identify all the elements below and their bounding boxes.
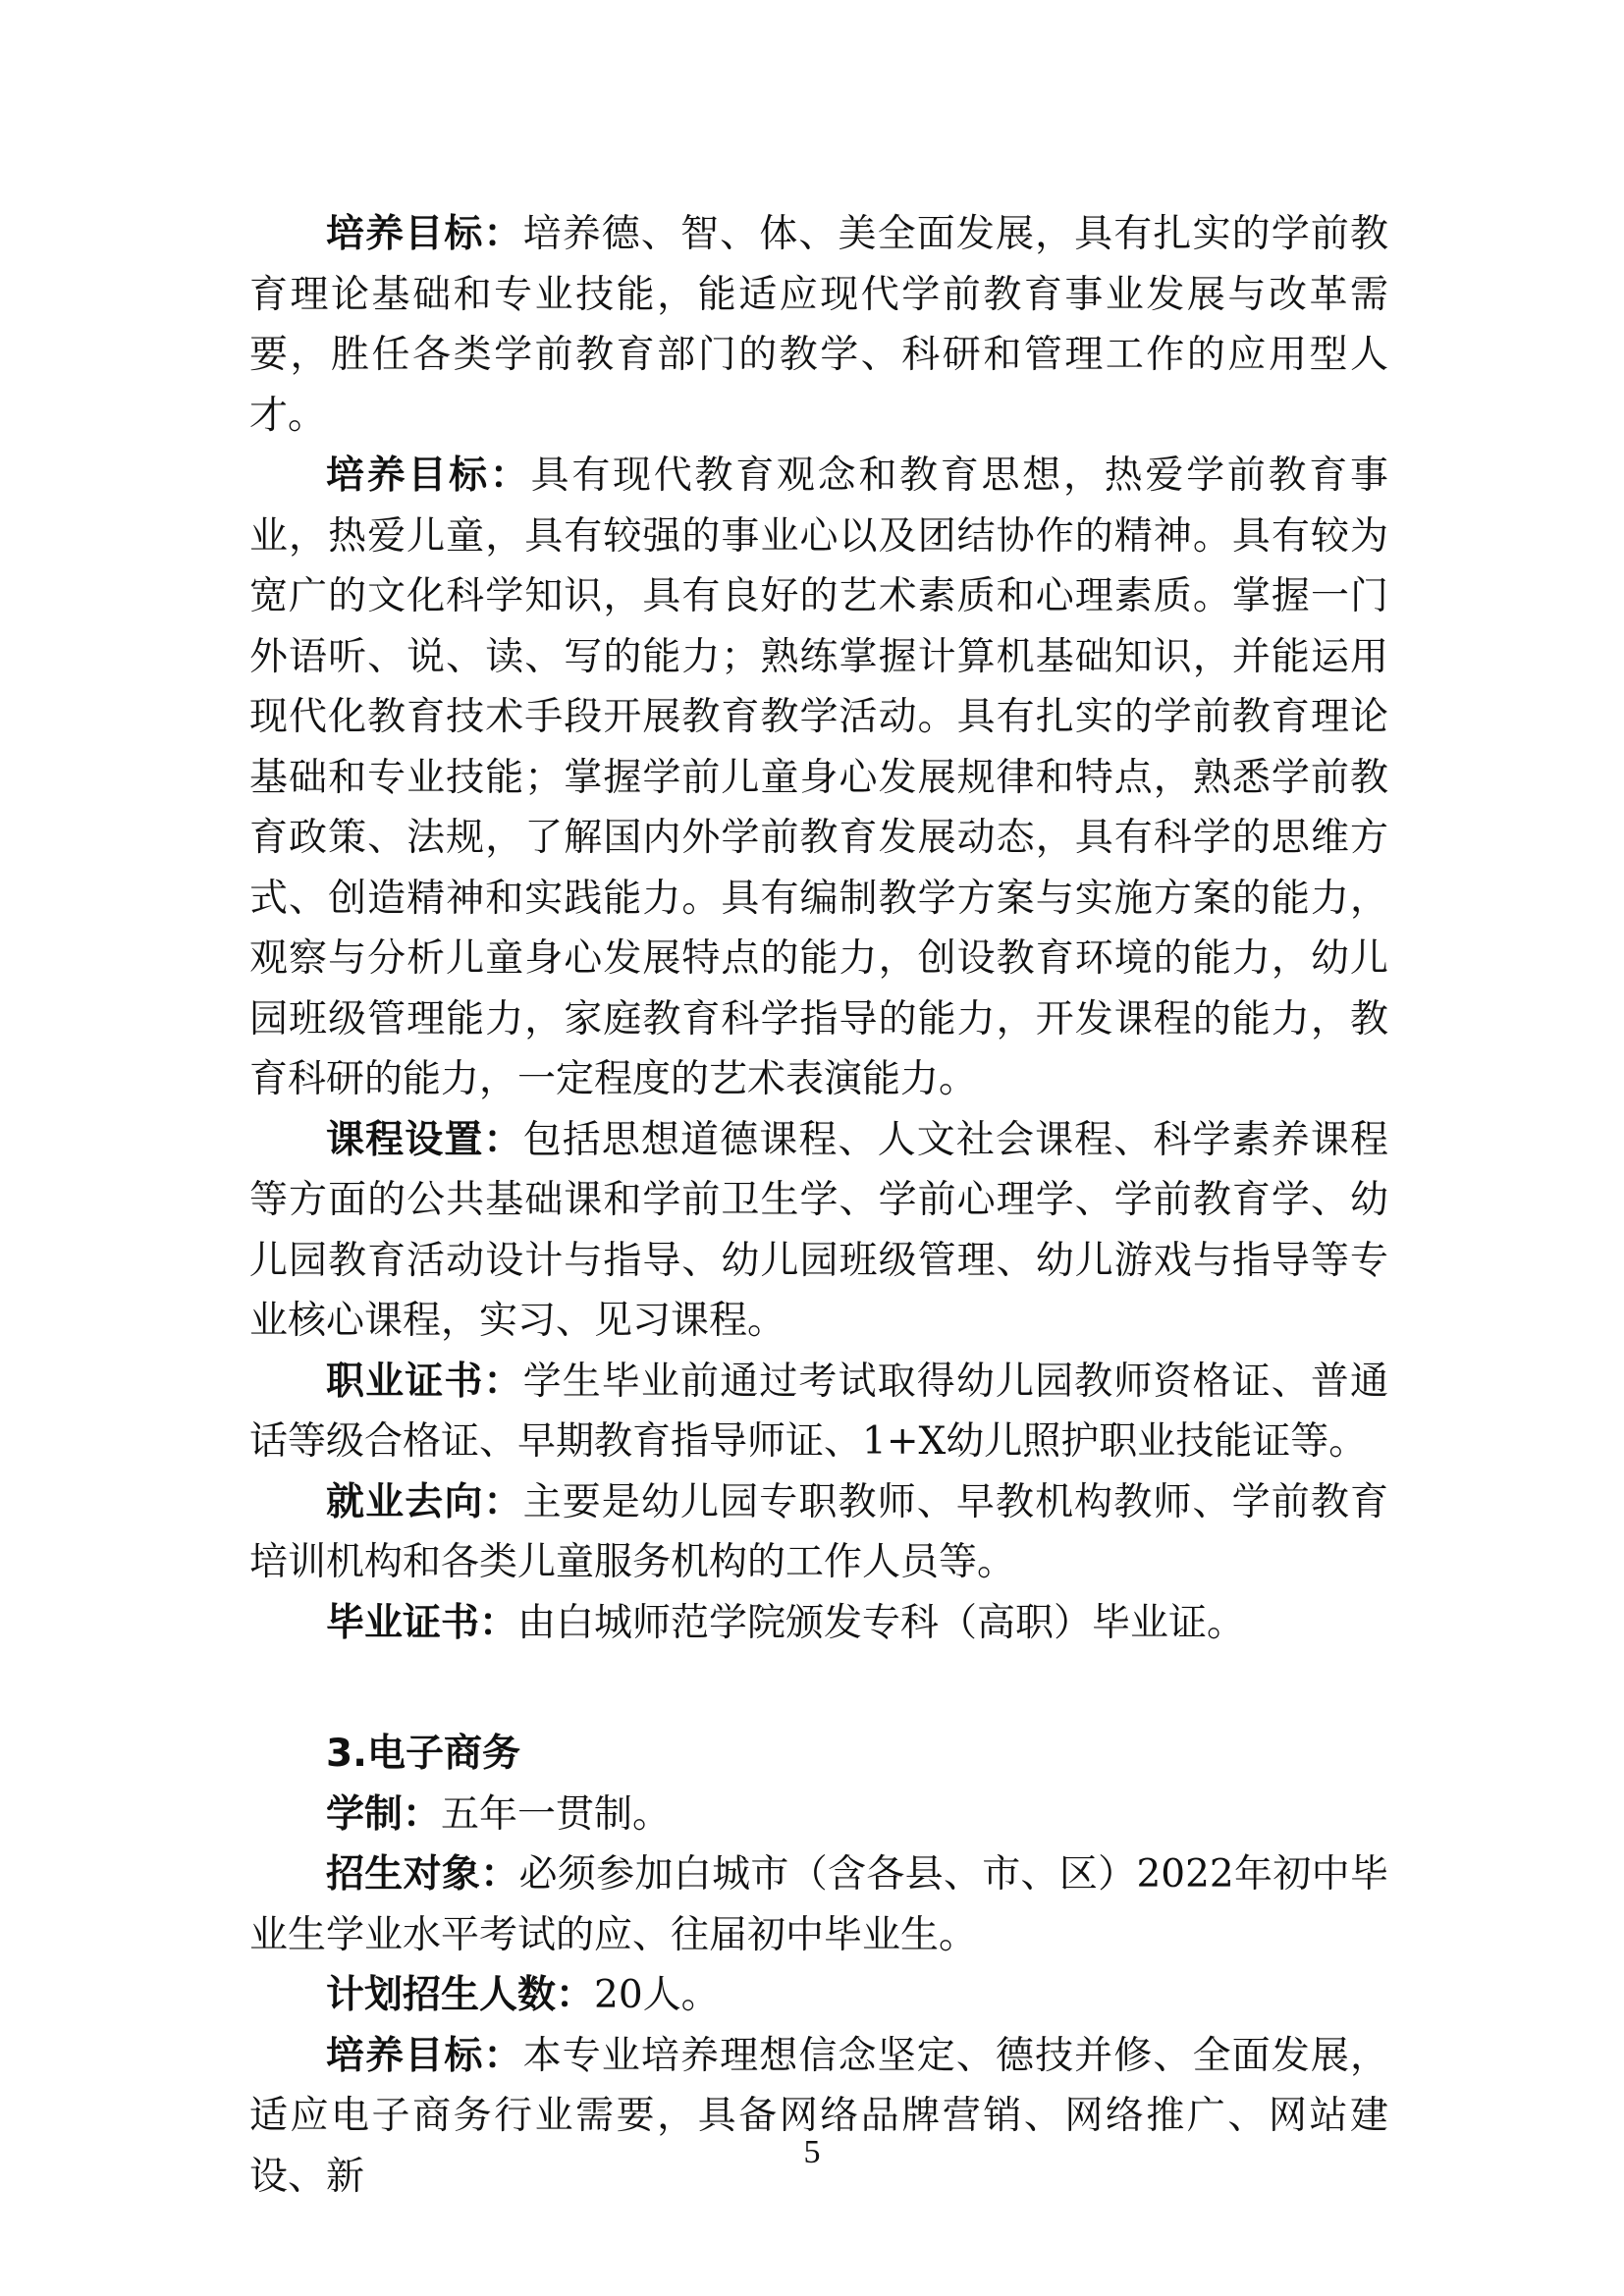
paragraph-text: 学生毕业前通过考试取得幼儿园教师资格证、普通话等级合格证、早期教育指导师证、1+X幼儿照护职业技能证等。 [249, 1359, 1388, 1464]
paragraph-text: 五年一贯制。 [441, 1791, 672, 1837]
paragraph-duration [249, 1785, 1388, 1845]
paragraph-planned-enrollment [249, 1965, 1388, 2026]
paragraph-certificates [249, 1352, 1388, 1472]
paragraph-training-goal-3 [249, 2026, 1388, 2208]
paragraph-label: 招生对象： [326, 1852, 519, 1896]
paragraph-curriculum [249, 1110, 1388, 1352]
paragraph-text: 包括思想道德课程、人文社会课程、科学素养课程等方面的公共基础课和学前卫生学、学前心理学、学前教育学、幼儿园教育活动设计与指导、幼儿园班级管理、幼儿游戏与指导等专业核心课程，实习、见习课程。 [249, 1117, 1388, 1343]
paragraph-text: 具有现代教育观念和教育思想，热爱学前教育事业，热爱儿童，具有较强的事业心以及团结协作的精神。具有较为宽广的文化科学知识，具有良好的艺术素质和心理素质。掌握一门外语听、说、读、写的能力；熟练掌握计算机基础知识，并能运用现代化教育技术手段开展教育教学活动。具有扎实的学前教育理论基础和专业技能；掌握学前儿童身心发展规律和特点，熟悉学前教育政策、法规，了解国内外学前教育发展动态，具有科学的思维方式、创造精神和实践能力。具有编制教学方案与实施方案的能力，观察与分析儿童身心发展特点的能力，创设教育环境的能力，幼儿园班级管理能力，家庭教育科学指导的能力，开发课程的能力，教育科研的能力，一定程度的艺术表演能力。 [249, 454, 1388, 1101]
paragraph-label: 计划招生人数： [326, 1973, 595, 2017]
paragraph-label: 学制： [326, 1791, 442, 1837]
paragraph-text: 20人。 [594, 1973, 720, 2017]
section-heading: 3.电子商务 [326, 1732, 520, 1776]
paragraph-text: 培养德、智、体、美全面发展，具有扎实的学前教育理论基础和专业技能，能适应现代学前教育事业发展与改革需要，胜任各类学前教育部门的教学、科研和管理工作的应用型人才。 [249, 212, 1388, 438]
paragraph-label: 就业去向： [326, 1479, 523, 1524]
page-number: 5 [803, 2134, 821, 2170]
paragraph-enrollment-target [249, 1844, 1388, 1965]
section-gap [249, 1653, 1388, 1724]
paragraph-text: 主要是幼儿园专职教师、早教机构教师、学前教育培训机构和各类儿童服务机构的工作人员等。 [249, 1479, 1388, 1584]
paragraph-text: 必须参加白城市（含各县、市、区）2022年初中毕业生学业水平考试的应、往届初中毕业生。 [249, 1852, 1388, 1957]
document-body [249, 204, 1388, 2207]
paragraph-label: 培养目标： [326, 454, 531, 498]
paragraph-label: 培养目标： [326, 2033, 523, 2078]
paragraph-text: 由白城师范学院颁发专科（高职）毕业证。 [517, 1600, 1246, 1645]
paragraph-training-goal-2 [249, 446, 1388, 1110]
paragraph-employment [249, 1472, 1388, 1593]
paragraph-training-goal-1 [249, 204, 1388, 446]
paragraph-diploma [249, 1593, 1388, 1654]
paragraph-label: 毕业证书： [326, 1600, 518, 1645]
paragraph-text: 本专业培养理想信念坚定、德技并修、全面发展，适应电子商务行业需要，具备网络品牌营销、网络推广、网站建设、新 [249, 2033, 1388, 2199]
paragraph-label: 培养目标： [326, 212, 523, 256]
paragraph-label: 课程设置： [326, 1117, 523, 1162]
paragraph-label: 职业证书： [326, 1359, 523, 1404]
